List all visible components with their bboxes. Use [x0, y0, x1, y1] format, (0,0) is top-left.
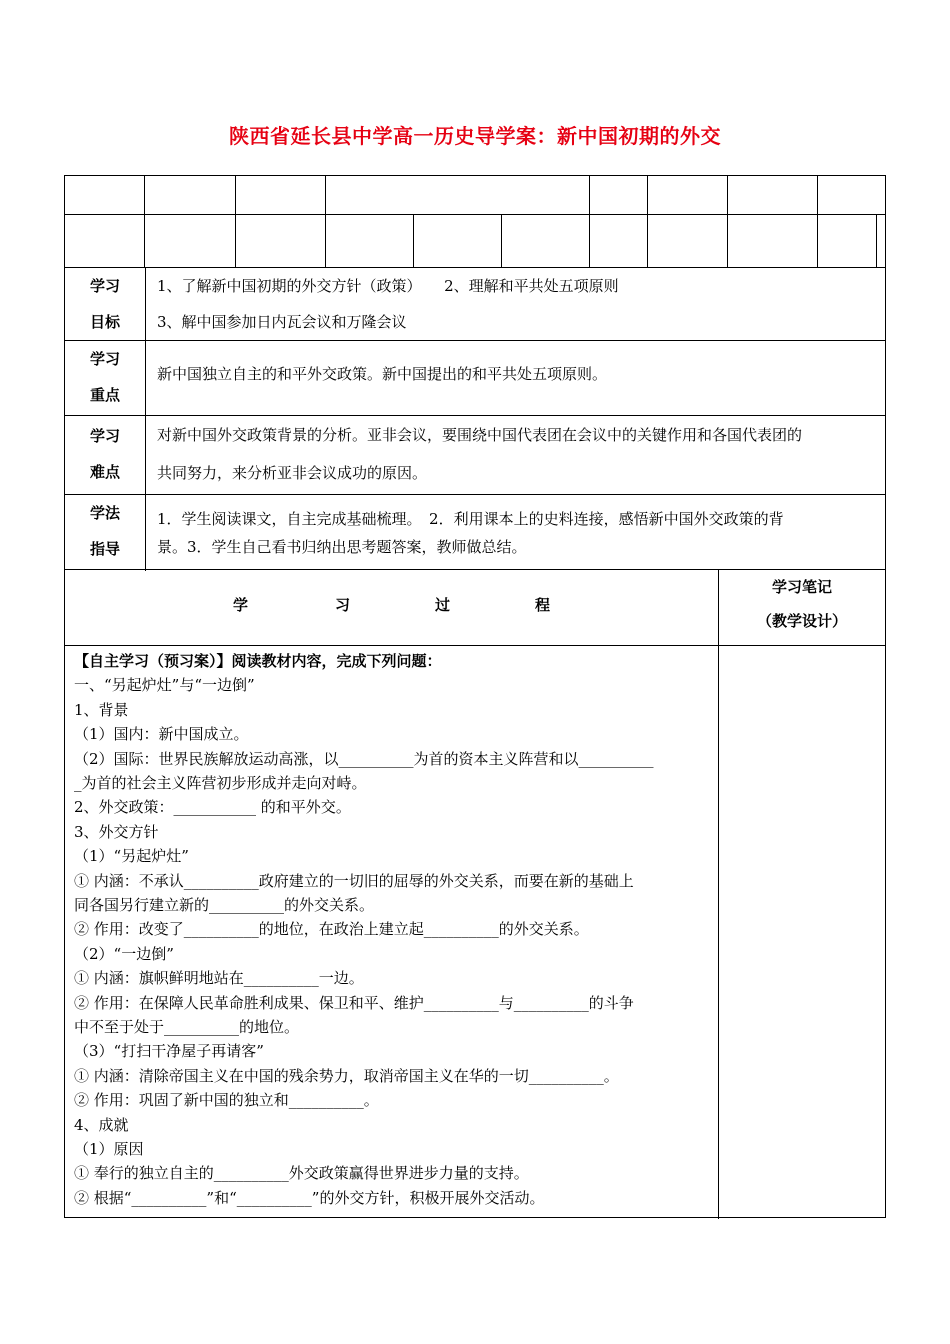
objectives-content [157, 268, 619, 340]
body-line: ② 根据“__________”和“__________”的外交方针，积极开展外交活动。 [74, 1188, 545, 1207]
objective-2: 2、理解和平共处五项原则 [444, 277, 619, 295]
label-line: 学习 [89, 277, 120, 295]
method-section [64, 494, 886, 570]
body-line: （1）原因 [74, 1140, 144, 1158]
method-label [65, 495, 145, 567]
body-line: 3、外交方针 [74, 822, 159, 841]
process-header [64, 569, 886, 646]
body-line: _为首的社会主义阵营初步形成并走向对峙。 [74, 774, 367, 792]
body-line: ① 内涵：旗帜鲜明地站在__________一边。 [74, 969, 364, 988]
method-line: 景。3．学生自己看书归纳出思考题答案，教师做总结。 [157, 538, 527, 556]
grid-col [647, 175, 648, 268]
difficulties-content [157, 416, 802, 492]
body-line: （3）“打扫干净屋子再请客” [74, 1042, 264, 1061]
difficulties-label [65, 416, 145, 490]
method-line: 1．学生阅读课文，自主完成基础梳理。 2．利用课本上的史料连接，感悟新中国外交政策的背 [157, 510, 784, 528]
process-char: 习 [335, 596, 351, 614]
body-line: 一、“另起炉灶”与“一边倒” [74, 676, 255, 695]
notes-subtitle: （教学设计） [756, 612, 847, 630]
notes-title: 学习笔记 [771, 578, 832, 596]
key-points-section [64, 340, 886, 416]
body-line: （1）国内：新中国成立。 [74, 725, 249, 744]
body-line: 同各国另行建立新的__________的外交关系。 [74, 896, 375, 914]
body-line: ② 作用：在保障人民革命胜利成果、保卫和平、维护__________与__________的斗争 [74, 993, 634, 1012]
process-char: 过 [435, 596, 451, 614]
grid-col [235, 175, 236, 268]
body-line: （1）“另起炉灶” [74, 847, 189, 866]
difficulties-section [64, 415, 886, 495]
process-char: 学 [233, 596, 249, 614]
body-line: ① 奉行的独立自主的__________外交政策赢得世界进步力量的支持。 [74, 1164, 529, 1183]
objectives-section [64, 267, 886, 341]
body-line: 1、背景 [74, 700, 129, 719]
grid-col [727, 175, 728, 268]
label-line: 重点 [89, 386, 120, 404]
method-content [157, 505, 784, 561]
objective-1: 1、了解新中国初期的外交方针（政策） [157, 277, 415, 295]
grid-col [876, 214, 877, 268]
process-char: 程 [535, 596, 551, 614]
label-divider [145, 416, 146, 496]
label-line: 学法 [89, 504, 120, 522]
grid-col [144, 175, 145, 268]
body-line: ② 作用：巩固了新中国的独立和__________。 [74, 1091, 379, 1110]
key-points-label [65, 341, 145, 413]
label-line: 指导 [89, 540, 120, 558]
page-title: 陕西省延长县中学高一历史导学案：新中国初期的外交 [229, 124, 721, 148]
label-line: 学习 [89, 427, 120, 445]
label-line: 难点 [89, 463, 120, 481]
body-line: （2）“一边倒” [74, 944, 174, 963]
label-line: 目标 [89, 313, 120, 331]
header-grid [64, 175, 886, 268]
objective-3: 3、解中国参加日内瓦会议和万隆会议 [157, 313, 407, 331]
body-line: 2、外交政策：___________ 的和平外交。 [74, 798, 351, 817]
body-line: 4、成就 [74, 1115, 129, 1134]
grid-divider [64, 214, 886, 215]
notes-divider [718, 646, 719, 1219]
objective-line [157, 268, 619, 304]
label-divider [145, 341, 146, 417]
difficulty-line: 对新中国外交政策背景的分析。亚非会议，要围绕中国代表团在会议中的关键作用和各国代表团的 [157, 426, 803, 444]
body-line: ① 内涵：清除帝国主义在中国的残余势力，取消帝国主义在华的一切__________。 [74, 1066, 619, 1085]
objectives-label [65, 268, 145, 340]
key-points-content: 新中国独立自主的和平外交政策。新中国提出的和平共处五项原则。 [157, 365, 608, 383]
difficulty-line: 共同努力，来分析亚非会议成功的原因。 [157, 464, 428, 482]
body-line: ① 内涵：不承认__________政府建立的一切旧的屈辱的外交关系，而要在新的基础上 [74, 871, 634, 890]
body-line: （2）国际：世界民族解放运动高涨，以__________为首的资本主义阵营和以__________ [74, 749, 654, 768]
body-line: 【自主学习（预习案）】阅读教材内容，完成下列问题： [74, 652, 442, 670]
label-divider [145, 495, 146, 571]
grid-col [325, 175, 326, 268]
grid-col [589, 175, 590, 268]
label-divider [145, 268, 146, 342]
body-line: 中不至于处于__________的地位。 [74, 1018, 300, 1036]
grid-col [413, 214, 414, 268]
body-line: ② 作用：改变了__________的地位，在政治上建立起__________的外交关系。 [74, 920, 589, 939]
grid-col [501, 214, 502, 268]
grid-col [817, 175, 818, 268]
label-line: 学习 [89, 350, 120, 368]
